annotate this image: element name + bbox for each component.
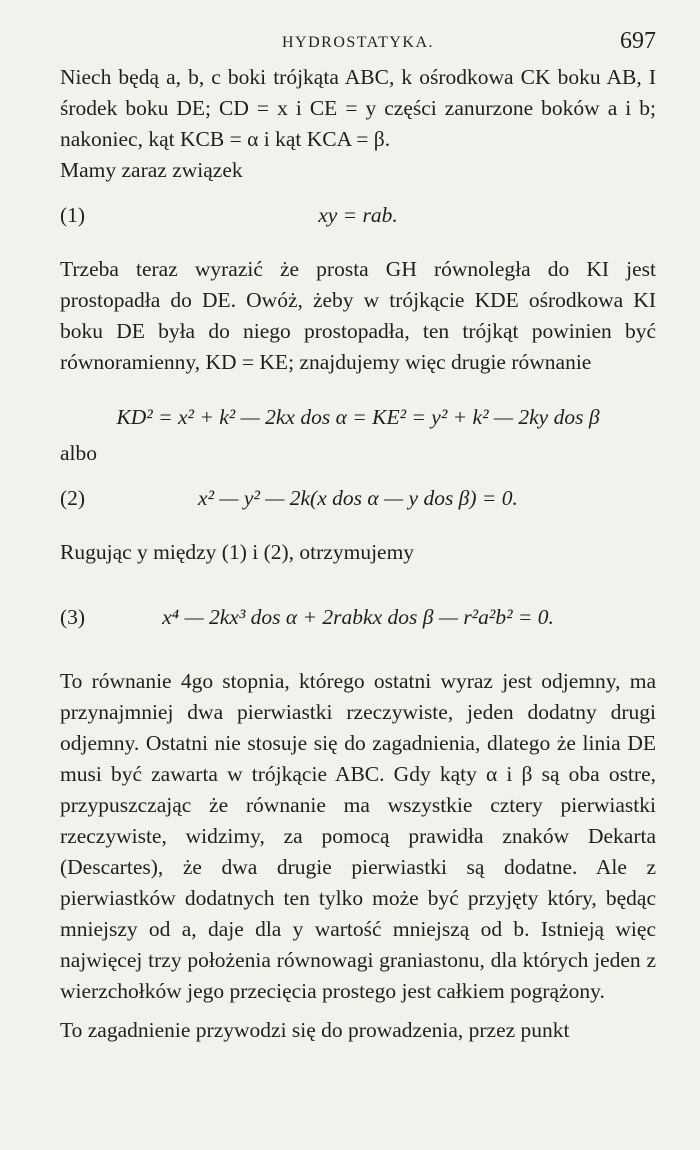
equation-2-number: (2) — [60, 486, 86, 510]
equation-1-expression: xy = rab. — [318, 203, 398, 227]
running-title: HYDROSTATYKA. — [282, 34, 434, 51]
page-number: 697 — [620, 28, 656, 54]
paragraph-elimination: Rugując y między (1) i (2), otrzymujemy — [60, 540, 415, 564]
paragraph-continuation: To zagadnienie przywodzi się do prowadzenia, przez punkt — [60, 1018, 570, 1042]
paragraph-relation-intro: Mamy zaraz związek — [60, 158, 243, 182]
paragraph-roots-analysis: To równanie 4go stopnia, którego ostatni wyraz jest odjemny, ma przynajmniej dwa pierwiastki rzeczywiste, jeden dodatny drugi odjemny. Ostatni nie stosuje się do zagadnienia, dlatego że linia DE musi być zawarta w trójkącie ABC. Gdy kąty α i β są oba ostre, przypuszczając że równanie ma wszystkie cztery pierwiastki rzeczywiste, widzimy, za pomocą prawidła znaków Dekarta (Descartes), że dwa drugie pierwiastki są dodatne. Ale z pierwiastków dodatnych ten tylko może być przyjęty który, będąc mniejszy od a, daje dla y wartość mniejszą od b. Istnieją więc najwięcej trzy położenia równowagi graniastonu, dla których jeden z wierzchołków jego przecięcia prostego jest całkiem pogrążony. — [60, 669, 656, 1003]
equation-3-number: (3) — [60, 605, 86, 629]
equation-1-number: (1) — [60, 203, 86, 227]
equation-2 — [60, 477, 656, 519]
equation-1 — [60, 194, 656, 236]
equation-kd-ke-expression: KD² = x² + k² — 2kx dos α = KE² = y² + k² — 2ky dos β — [116, 405, 600, 429]
equation-2-expression: x² — y² — 2k(x dos α — y dos β) = 0. — [198, 486, 518, 510]
equation-3-expression: x⁴ — 2kx³ dos α + 2rabkx dos β — r²a²b² = 0. — [162, 605, 554, 629]
equation-3 — [60, 596, 656, 638]
page-header — [60, 22, 656, 62]
paragraph-definitions: Niech będą a, b, c boki trójkąta ABC, k ośrodkowa CK boku AB, I środek boku DE; CD = x i CE = y części zanurzone boków a i b; nakoniec, kąt KCB = α i kąt KCA = β. — [60, 65, 656, 151]
equation-kd-ke — [60, 396, 656, 438]
paragraph-albo: albo — [60, 441, 98, 465]
page-body — [60, 62, 656, 1046]
paragraph-perpendicular: Trzeba teraz wyrazić że prosta GH równoległa do KI jest prostopadła do DE. Owóż, żeby w trójkącie KDE ośrodkowa KI boku DE była do niego prostopadła, ten trójkąt powinien być równoramienny, KD = KE; znajdujemy więc drugie równanie — [60, 257, 656, 374]
